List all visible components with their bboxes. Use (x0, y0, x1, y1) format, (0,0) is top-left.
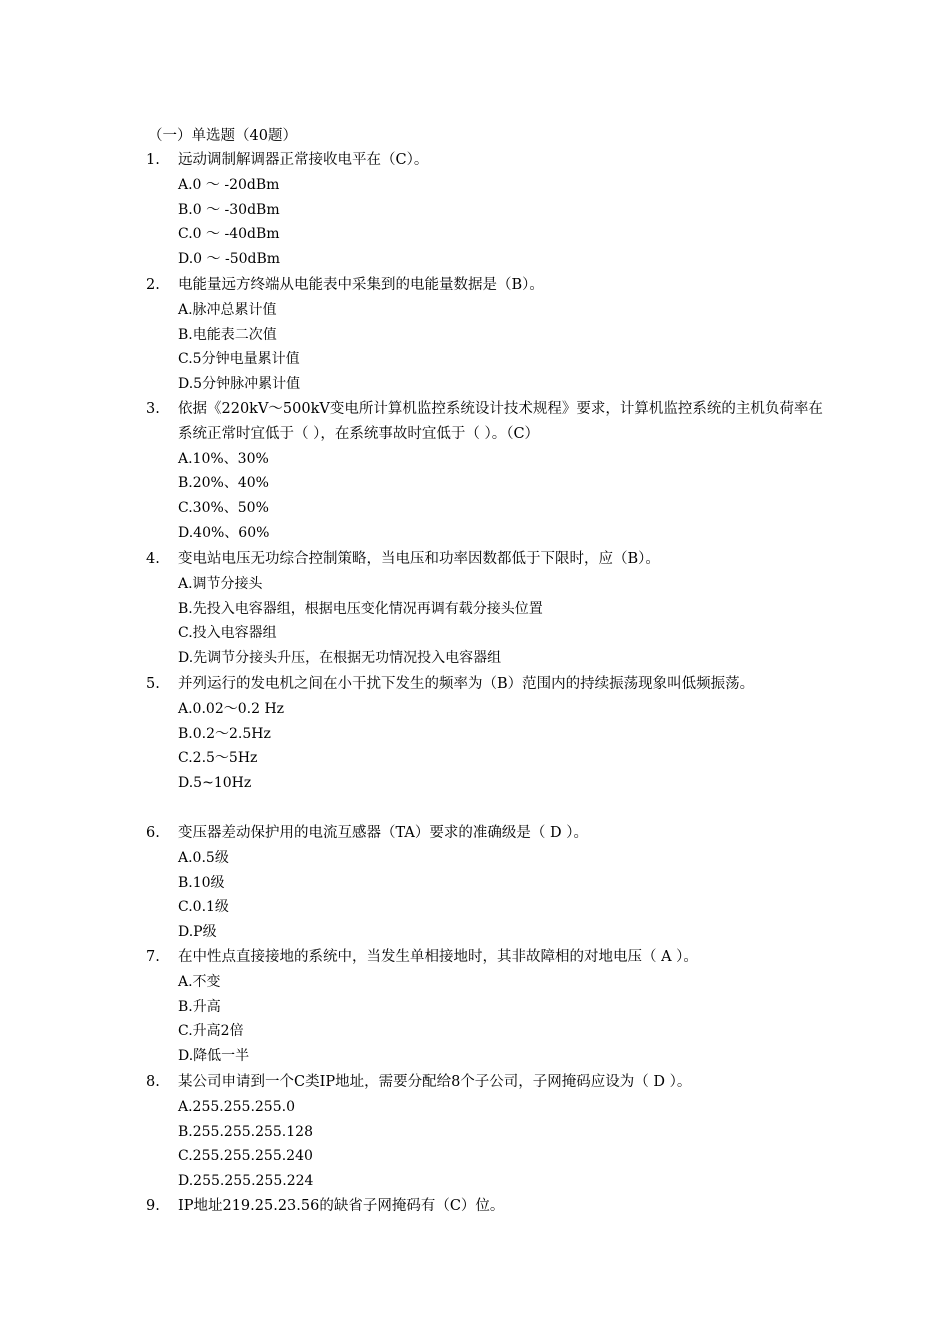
question-number: 4. (146, 551, 160, 567)
option-d: D.255.255.255.224 (178, 1173, 314, 1190)
question-text: 变电站电压无功综合控制策略，当电压和功率因数都低于下限时，应（B）。 (178, 551, 660, 567)
option-d: D.0 ～ -50dBm (178, 251, 281, 268)
question-number: 7. (146, 949, 160, 965)
question-9 (146, 1194, 826, 1219)
option-d: D.5分钟脉冲累计值 (178, 376, 301, 393)
option-c: C.0.1级 (178, 899, 229, 916)
question-number: 9. (146, 1198, 160, 1214)
option-list (178, 298, 826, 397)
question-5 (146, 672, 826, 796)
question-3 (146, 397, 826, 546)
option-list (178, 173, 826, 272)
question-4 (146, 547, 826, 671)
option-c: C.2.5～5Hz (178, 750, 258, 767)
option-a: A.调节分接头 (178, 575, 263, 592)
question-text: 电能量远方终端从电能表中采集到的电能量数据是（B）。 (178, 277, 544, 293)
option-c: C.升高2倍 (178, 1023, 244, 1040)
option-b: B.先投入电容器组，根据电压变化情况再调有载分接头位置 (178, 600, 543, 617)
question-7 (146, 945, 826, 1069)
option-a: A.0.5级 (178, 849, 229, 866)
question-8 (146, 1070, 826, 1194)
option-c: C.255.255.255.240 (178, 1148, 313, 1165)
option-b: B.0.2～2.5Hz (178, 725, 271, 742)
option-b: B.20%、40% (178, 475, 269, 492)
question-text: 远动调制解调器正常接收电平在（C）。 (178, 152, 429, 168)
option-list (178, 447, 826, 546)
option-b: B.255.255.255.128 (178, 1123, 313, 1140)
question-number: 2. (146, 277, 160, 293)
option-c: C.30%、50% (178, 500, 269, 517)
option-b: B.升高 (178, 998, 221, 1015)
question-text: 变压器差动保护用的电流互感器（TA）要求的准确级是（ D ）。 (178, 825, 588, 841)
question-text: 依据《220kV～500kV变电所计算机监控系统设计技术规程》要求，计算机监控系统的主机负荷率在系统正常时宜低于（ ），在系统事故时宜低于（ ）。（C） (178, 401, 823, 442)
question-text: IP地址219.25.23.56的缺省子网掩码有（C）位。 (178, 1198, 505, 1214)
option-c: C.投入电容器组 (178, 625, 277, 642)
option-d: D.P级 (178, 924, 217, 941)
question-text: 并列运行的发电机之间在小干扰下发生的频率为（B）范围内的持续振荡现象叫低频振荡。 (178, 676, 755, 692)
option-c: C.0 ～ -40dBm (178, 226, 280, 243)
option-list (178, 846, 826, 945)
option-b: B.0 ～ -30dBm (178, 201, 280, 218)
option-d: D.先调节分接头升压，在根据无功情况投入电容器组 (178, 650, 502, 667)
question-text: 在中性点直接接地的系统中，当发生单相接地时，其非故障相的对地电压（ A ）。 (178, 949, 698, 965)
option-a: A.0 ～ -20dBm (178, 176, 280, 193)
question-6 (146, 821, 826, 945)
question-number: 1. (146, 152, 160, 168)
question-2 (146, 273, 826, 397)
option-c: C.5分钟电量累计值 (178, 351, 300, 368)
option-list (178, 1095, 826, 1194)
option-a: A.255.255.255.0 (178, 1098, 295, 1115)
section-title: （一）单选题（40题） (148, 128, 297, 144)
option-a: A.不变 (178, 973, 221, 990)
question-number: 5. (146, 676, 160, 692)
question-number: 8. (146, 1074, 160, 1090)
option-a: A.10%、30% (178, 450, 269, 467)
option-a: A.脉冲总累计值 (178, 301, 277, 318)
option-list (178, 697, 826, 796)
option-d: D.降低一半 (178, 1048, 250, 1065)
option-d: D.5~10Hz (178, 775, 252, 792)
option-a: A.0.02～0.2 Hz (178, 700, 285, 717)
question-text: 某公司申请到一个C类IP地址，需要分配给8个子公司，子网掩码应设为（ D ）。 (178, 1074, 692, 1090)
option-list (178, 572, 826, 671)
question-number: 6. (146, 825, 160, 841)
option-b: B.10级 (178, 874, 225, 891)
question-number: 3. (146, 401, 160, 417)
question-1 (146, 148, 826, 272)
option-b: B.电能表二次值 (178, 326, 277, 343)
option-list (178, 970, 826, 1069)
option-d: D.40%、60% (178, 524, 270, 541)
